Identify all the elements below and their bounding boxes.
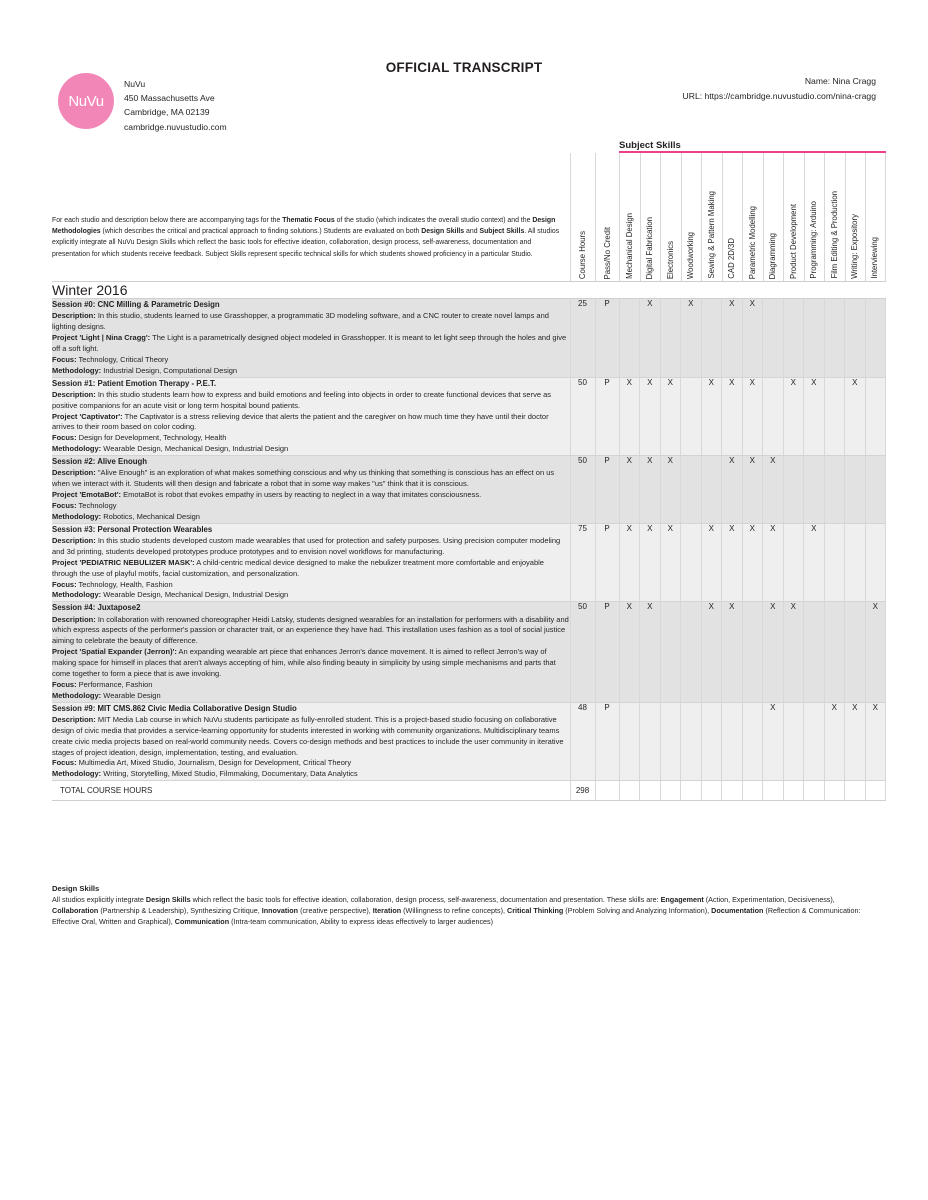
session-description: Description: In this studio students learn how to express and build emotions and feeling into objects in order to create functional devices that serve as positive companions for an acute visit or long term hospital bound patients.	[52, 389, 552, 410]
session-skill-mark	[701, 299, 722, 378]
table-row	[52, 702, 886, 781]
col-header-skill-label: Film Editing & Production	[829, 191, 839, 279]
session-skill-mark	[824, 299, 845, 378]
session-skill-mark: X	[640, 456, 661, 524]
session-skill-mark: X	[742, 299, 763, 378]
total-row	[52, 781, 886, 801]
session-skill-mark: X	[845, 377, 866, 456]
session-course-hours: 48	[570, 702, 595, 781]
session-skill-mark: X	[640, 299, 661, 378]
total-skill-cell	[742, 781, 763, 801]
total-skill-cell	[865, 781, 886, 801]
student-url: URL: https://cambridge.nuvustudio.com/nina-cragg	[682, 90, 876, 101]
col-header-skill-label: Sewing & Pattern Making	[706, 191, 716, 279]
fs7: (Partnership & Leadership), Synthesizing Critique,	[98, 905, 262, 915]
fs6: Collaboration	[52, 905, 99, 915]
subject-skills-label: Subject Skills	[619, 140, 681, 151]
col-header-skill-label: Interviewing	[870, 237, 880, 279]
col-header-course-hours-label: Course Hours	[578, 230, 588, 279]
session-skill-mark	[865, 377, 886, 456]
season-row	[52, 282, 886, 299]
col-header-skill	[865, 153, 886, 282]
session-methodology: Methodology: Robotics, Mechanical Design	[52, 511, 200, 521]
page-title: OFFICIAL TRANSCRIPT	[385, 60, 543, 75]
table-row	[52, 299, 886, 378]
fs8: Innovation	[261, 905, 299, 915]
design-skills-footer	[52, 884, 876, 928]
session-skill-mark: X	[763, 456, 784, 524]
col-header-skill	[742, 153, 763, 282]
col-header-skill	[660, 153, 681, 282]
session-skill-mark: X	[619, 523, 640, 602]
session-skill-mark: X	[701, 377, 722, 456]
total-label: TOTAL COURSE HOURS	[52, 781, 570, 801]
session-skill-mark	[804, 456, 825, 524]
session-focus: Focus: Technology, Critical Theory	[52, 354, 169, 364]
session-skill-mark	[865, 299, 886, 378]
session-skill-mark	[824, 456, 845, 524]
col-header-skill	[783, 153, 804, 282]
season-label: Winter 2016	[52, 282, 886, 299]
col-header-skill-label: Digital Fabrication	[645, 216, 655, 279]
session-course-hours: 50	[570, 456, 595, 524]
spacer	[52, 140, 570, 151]
col-header-pass-no-credit	[595, 153, 619, 282]
session-skill-mark	[804, 299, 825, 378]
session-title: Session #9: MIT CMS.862 Civic Media Collaborative Design Studio	[52, 703, 297, 713]
col-header-skill-label: Writing: Expository	[850, 214, 860, 279]
session-pass-no-credit: P	[595, 602, 619, 702]
session-skill-mark: X	[865, 702, 886, 781]
session-title: Session #4: Juxtapose2	[52, 603, 141, 613]
fs11: (Willingness to refine concepts),	[401, 905, 507, 915]
org-website: cambridge.nuvustudio.com	[124, 121, 227, 132]
session-skill-mark	[660, 702, 681, 781]
fs17: (Intra-team communication, Ability to express ideas effectively to larger audiences)	[229, 916, 494, 926]
session-description: Description: "Alive Enough" is an exploration of what makes something conscious and why us thinking that something is conscious has an effect on us when we interact with it. Students will then design and fabricate a robot that in some way makes "us" think that it is conscious.	[52, 468, 555, 489]
session-pass-no-credit: P	[595, 702, 619, 781]
session-skill-mark: X	[619, 377, 640, 456]
session-skill-mark: X	[722, 299, 743, 378]
total-skill-cell	[804, 781, 825, 801]
session-skill-mark: X	[783, 377, 804, 456]
session-skill-mark	[681, 602, 702, 702]
session-skill-mark	[783, 299, 804, 378]
session-skill-mark: X	[660, 456, 681, 524]
session-skill-mark: X	[701, 523, 722, 602]
col-header-skill-label: Programming: Arduino	[809, 201, 819, 279]
session-skill-mark	[742, 702, 763, 781]
col-header-skill	[845, 153, 866, 282]
session-skill-mark: X	[640, 602, 661, 702]
col-header-skill	[681, 153, 702, 282]
session-skill-mark: X	[763, 702, 784, 781]
session-cell	[52, 523, 570, 602]
session-skill-mark	[681, 702, 702, 781]
transcript-body	[52, 140, 886, 801]
table-row	[52, 456, 886, 524]
total-skill-cell	[660, 781, 681, 801]
design-skills-paragraph	[52, 895, 876, 928]
fs15: (Reflection & Communication: Effective Oral, Written and Graphical),	[52, 905, 861, 926]
total-skill-cell	[763, 781, 784, 801]
session-skill-mark	[763, 377, 784, 456]
col-header-skill	[640, 153, 661, 282]
session-methodology: Methodology: Wearable Design, Mechanical Design, Industrial Design	[52, 590, 289, 600]
total-skill-cell	[845, 781, 866, 801]
session-pass-no-credit: P	[595, 377, 619, 456]
total-skill-cell	[783, 781, 804, 801]
org-address-line2: Cambridge, MA 02139	[124, 107, 210, 118]
fs10: Iteration	[372, 905, 402, 915]
session-skill-mark: X	[619, 602, 640, 702]
session-project: Project 'Light | Nina Cragg': The Light is a parametrically designed object modeled in Grasshopper. It is meant to let light seep through the holes and give off a soft light.	[52, 333, 567, 353]
spacer	[595, 140, 619, 151]
header-row	[52, 153, 886, 282]
col-header-skill	[824, 153, 845, 282]
session-skill-mark	[701, 456, 722, 524]
session-cell	[52, 602, 570, 702]
session-skill-mark: X	[722, 456, 743, 524]
session-skill-mark: X	[722, 377, 743, 456]
col-header-skill	[804, 153, 825, 282]
session-focus: Focus: Design for Development, Technology, Health	[52, 433, 227, 443]
session-skill-mark: X	[845, 702, 866, 781]
total-skill-cell	[681, 781, 702, 801]
fs12: Critical Thinking	[507, 905, 564, 915]
session-focus: Focus: Technology	[52, 501, 117, 511]
col-header-skill-label: Diagramming	[768, 232, 778, 279]
fs13: (Problem Solving and Analyzing Information),	[563, 905, 712, 915]
session-skill-mark: X	[763, 523, 784, 602]
session-skill-mark	[681, 456, 702, 524]
session-cell	[52, 456, 570, 524]
col-header-skill-label: Mechanical Design	[624, 213, 634, 279]
session-skill-mark: X	[701, 602, 722, 702]
table-row	[52, 523, 886, 602]
total-skill-cell	[701, 781, 722, 801]
transcript-table	[52, 140, 886, 801]
session-skill-mark	[640, 702, 661, 781]
session-course-hours: 50	[570, 377, 595, 456]
col-header-skill-label: Electronics	[665, 240, 675, 279]
session-project: Project 'Spatial Expander (Jerron)': An expanding wearable art piece that enhances Jerron's dance movement. It is aimed to reflect Jerron's way of making space for himself in places that aren't always accepting of him, while also finding beauty in simplicity by using simple mechanisms and parts that come together to form a piece that is awe invoking.	[52, 647, 556, 678]
session-methodology: Methodology: Wearable Design, Mechanical Design, Industrial Design	[52, 444, 289, 454]
session-skill-mark	[865, 523, 886, 602]
session-course-hours: 75	[570, 523, 595, 602]
session-description: Description: In collaboration with renowned choreographer Heidi Latsky, students designed wearables for an installation for performers with a disability and which express aspects of the performer's passion or character trait, or an experience they have had. This installation uses fashion as a tool of social justice aiming to celebrate the beauty of difference.	[52, 614, 569, 646]
session-skill-mark	[763, 299, 784, 378]
subject-skills-caption-row	[52, 140, 886, 151]
session-skill-mark: X	[763, 602, 784, 702]
org-name: NuVu	[124, 79, 146, 89]
col-header-skill-label: Product Development	[788, 204, 798, 279]
session-cell	[52, 299, 570, 378]
session-skill-mark	[845, 456, 866, 524]
session-skill-mark: X	[681, 299, 702, 378]
total-pass-cell	[595, 781, 619, 801]
design-skills-heading: Design Skills	[52, 884, 100, 893]
session-skill-mark: X	[804, 523, 825, 602]
session-skill-mark	[824, 602, 845, 702]
session-project: Project 'EmotaBot': EmotaBot is robot that evokes empathy in users by reacting to neglect in a way that imitates consciousness.	[52, 490, 482, 500]
col-header-skill-label: Woodworking	[686, 231, 696, 279]
fs4: Engagement	[660, 895, 704, 904]
session-title: Session #2: Alive Enough	[52, 457, 148, 467]
session-pass-no-credit: P	[595, 299, 619, 378]
session-skill-mark: X	[742, 456, 763, 524]
session-methodology: Methodology: Wearable Design	[52, 690, 161, 700]
total-skill-cell	[722, 781, 743, 801]
spacer	[570, 140, 595, 151]
session-skill-mark	[845, 299, 866, 378]
session-focus: Focus: Performance, Fashion	[52, 679, 153, 689]
intro-paragraph: For each studio and description below there are accompanying tags for the Thematic Focus of the studio (which indicates the overall studio context) and the Design Methodologies (which describes the critical and practical approach to finding solutions.) Students are evaluated on both Design Skills and Subject Skills. All studios explicitly integrate all NuVu Design Skills which reflect the basic tools for effective ideation, collaboration, design process, self-awareness, documentation and presentation for which students receive feedback. Subject Skills represent specific technical skills for which students showed proficiency in a particular Studio.	[52, 217, 560, 258]
fs9: (creative perspective),	[298, 905, 373, 915]
col-header-pass-label: Pass/No Credit	[602, 226, 612, 279]
session-skill-mark	[824, 523, 845, 602]
col-header-skill-label: CAD 2D/3D	[727, 238, 737, 279]
total-course-hours: 298	[570, 781, 595, 801]
fs5: (Action, Experimentation, Decisiveness),	[703, 895, 835, 904]
total-skill-cell	[619, 781, 640, 801]
session-methodology: Methodology: Industrial Design, Computational Design	[52, 365, 238, 375]
session-course-hours: 25	[570, 299, 595, 378]
session-focus: Focus: Technology, Health, Fashion	[52, 579, 173, 589]
session-methodology: Methodology: Writing, Storytelling, Mixed Studio, Filmmaking, Documentary, Data Analytics	[52, 769, 358, 779]
session-description: Description: In this studio, students learned to use Grasshopper, a programmatic 3D modeling software, and a CNC router to create novel lamps and lighting designs.	[52, 311, 549, 332]
session-skill-mark: X	[824, 702, 845, 781]
col-header-skill-label: Parametric Modelling	[747, 205, 757, 279]
session-skill-mark	[783, 523, 804, 602]
session-description: Description: MIT Media Lab course in which NuVu students participate as fully-enrolled student. This is a project-based studio focusing on collaborative design of civic media that provides a service-learning opportunity for students interested in working with community organizations. Multidisciplinary teams create civic media projects based on real-world community needs. Covers co-design methods and best practices to include the user community in iterative stages of project ideation, design, implementation, testing, and evaluation.	[52, 714, 564, 757]
session-title: Session #3: Personal Protection Wearables	[52, 524, 213, 534]
session-description: Description: In this studio students developed custom made wearables that used for protection and safety purposes. Using precision computer modeling and 3d printing, students developed prototypes produce prototypes and to envision novel workflows for manufacturing.	[52, 536, 561, 556]
total-skill-cell	[640, 781, 661, 801]
session-pass-no-credit: P	[595, 456, 619, 524]
session-skill-mark: X	[640, 523, 661, 602]
session-skill-mark	[783, 702, 804, 781]
col-header-skill	[722, 153, 743, 282]
col-header-course-hours	[570, 153, 595, 282]
session-skill-mark	[804, 602, 825, 702]
session-skill-mark: X	[865, 602, 886, 702]
table-row	[52, 602, 886, 702]
logo-label: NuVu	[68, 92, 104, 110]
col-header-skill	[763, 153, 784, 282]
table-row	[52, 377, 886, 456]
org-address-line1: 450 Massachusetts Ave	[124, 93, 215, 104]
session-skill-mark	[824, 377, 845, 456]
session-skill-mark	[742, 602, 763, 702]
nuvu-logo-icon	[58, 73, 114, 129]
col-header-skill	[619, 153, 640, 282]
session-skill-mark	[681, 377, 702, 456]
session-skill-mark: X	[742, 377, 763, 456]
session-project: Project 'Captivator': The Captivator is a stress relieving device that alerts the patient and the caregiver on how much time they have until their doctor arrives to their room based on color coding.	[52, 411, 549, 432]
session-course-hours: 50	[570, 602, 595, 702]
transcript-table-wrapper	[52, 140, 880, 801]
session-skill-mark: X	[722, 523, 743, 602]
fs14: Documentation	[711, 905, 764, 915]
session-skill-mark: X	[742, 523, 763, 602]
total-skill-cell	[824, 781, 845, 801]
session-skill-mark: X	[804, 377, 825, 456]
session-pass-no-credit: P	[595, 523, 619, 602]
student-name: Name: Nina Cragg	[804, 76, 876, 86]
organization-header	[58, 73, 227, 134]
session-skill-mark	[783, 456, 804, 524]
session-skill-mark: X	[660, 523, 681, 602]
session-title: Session #1: Patient Emotion Therapy - P.E.T.	[52, 378, 217, 388]
session-skill-mark: X	[722, 602, 743, 702]
fs2: Design Skills	[145, 895, 191, 904]
session-skill-mark: X	[619, 456, 640, 524]
session-skill-mark	[660, 299, 681, 378]
session-skill-mark	[865, 456, 886, 524]
col-header-skill	[701, 153, 722, 282]
session-project: Project 'PEDIATRIC NEBULIZER MASK': A child-centric medical device designed to make the nebulizer treatment more comfortable and enjoyable through the use of playful motifs, facial customization, and personalization.	[52, 557, 544, 578]
session-focus: Focus: Multimedia Art, Mixed Studio, Journalism, Design for Development, Critical Theory	[52, 758, 352, 768]
session-skill-mark: X	[783, 602, 804, 702]
fs16: Communication	[174, 916, 230, 926]
session-skill-mark	[701, 702, 722, 781]
student-header	[683, 74, 876, 103]
session-skill-mark	[619, 702, 640, 781]
session-skill-mark	[722, 702, 743, 781]
session-skill-mark: X	[660, 377, 681, 456]
session-skill-mark	[619, 299, 640, 378]
session-skill-mark	[804, 702, 825, 781]
session-skill-mark	[845, 602, 866, 702]
session-skill-mark	[660, 602, 681, 702]
organization-address	[124, 73, 227, 134]
session-skill-mark	[845, 523, 866, 602]
fs1: All studios explicitly integrate	[52, 895, 146, 904]
session-cell	[52, 377, 570, 456]
session-cell	[52, 702, 570, 781]
fs3: which reflect the basic tools for effective ideation, collaboration, design process, self-awareness, documentation and presentation. These skills are:	[190, 895, 661, 904]
session-skill-mark	[681, 523, 702, 602]
session-title: Session #0: CNC Milling & Parametric Design	[52, 300, 220, 309]
session-skill-mark: X	[640, 377, 661, 456]
